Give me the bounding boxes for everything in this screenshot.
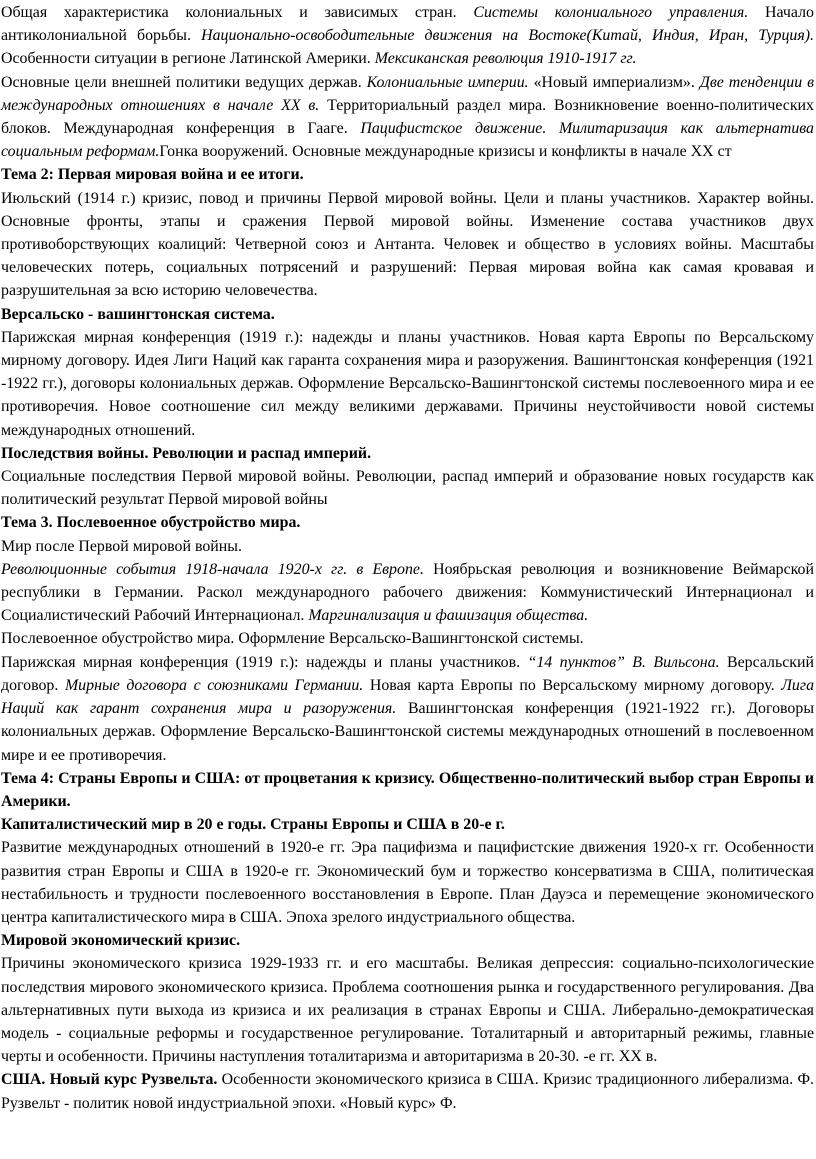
text-run: Основные цели внешней политики ведущих держав.	[1, 73, 367, 91]
italic-run: Национально-освободительные движения на Востоке(Китай, Индия, Иран, Турция).	[201, 27, 814, 45]
text-run: Социальные последствия Первой мировой войны. Революции, распад империй и образование новых государств как политический результат Первой мировой войны	[1, 468, 814, 509]
text-run: Тема 3. Послевоенное обустройство мира.	[1, 514, 301, 532]
paragraph	[1, 627, 814, 650]
italic-run: Пацифистское движение. Милитаризация как альтернатива социальным реформам.	[1, 120, 815, 161]
paragraph	[1, 326, 814, 442]
text-run: Общая характеристика колониальных и зависимых стран.	[1, 4, 474, 21]
paragraph	[1, 535, 814, 558]
italic-run: Системы колониального управления.	[473, 4, 749, 21]
section-heading	[1, 163, 814, 186]
paragraph	[1, 836, 814, 929]
paragraph	[1, 952, 814, 1068]
text-run: Июльский (1914 г.) кризис, повод и причины Первой мировой войны. Цели и планы участников. Характер войны. Основные фронты, этапы и сражения Первой мировой войны. Изменение состава участников двух противоборствующих коалиций: Четверной союз и Антанта. Человек и общество в условиях войны. Масштабы человеческих потерь, социальных потрясений и разрушений: Первая мировая война как самая кровавая и разрушительная за всю историю человечества.	[1, 189, 814, 300]
section-heading	[1, 813, 814, 836]
paragraph	[1, 1068, 814, 1114]
paragraph	[1, 651, 814, 767]
italic-run: Мексиканская революция 1910-1917 гг.	[374, 50, 637, 68]
section-heading	[1, 929, 814, 952]
paragraph	[1, 187, 814, 303]
paragraph	[1, 558, 814, 628]
italic-run: Мирные договора с союзниками Германии.	[64, 676, 364, 694]
text-run: Мировой экономический кризис.	[1, 932, 241, 950]
text-run: «Новый империализм».	[528, 73, 700, 91]
text-run: Ноябрьская революция и возникновение Веймарской республики в Германии. Раскол международного рабочего движения: Коммунистический Интернационал и Социалистический Рабочий Интернационал.	[1, 560, 814, 625]
text-run: Причины экономического кризиса 1929-1933 гг. и его масштабы. Великая депрессия: социально-психологические последствия мирового экономического кризиса. Проблема соотношения рынка и государственного регулирования. Два альтернативных пути выхода из кризиса и их реализация в странах Европы и США. Либерально-демократическая модель - социальные реформы и государственное регулирование. Тоталитарный и авторитарный режимы, главные черты и особенности. Причины наступления тоталитаризма и авторитаризма в 20-30. -е гг. XX в.	[1, 955, 814, 1066]
text-run: Капиталистический мир в 20 е годы. Страны Европы и США в 20-е г.	[1, 816, 505, 834]
text-run: Начало антиколониальной борьбы.	[1, 4, 814, 45]
section-heading	[1, 442, 814, 465]
italic-run: Лига Наций как гарант сохранения мира и разоружения.	[1, 676, 815, 718]
paragraph	[1, 1, 814, 71]
text-run: Развитие международных отношений в 1920-е гг. Эра пацифизма и пацифистские движения 1920-х гг. Особенности развития стран Европы и США в 1920-е гг. Экономический бум и торжество консерватизма в США, политическая нестабильность и трудности послевоенного восстановления в Европе. План Дауэса и перемещение экономического центра капиталистического мира в США. Эпоха зрелого индустриального общества.	[1, 839, 814, 926]
text-run: Тема 4: Страны Европы и США: от процветания к кризису. Общественно-политический выбор стран Европы и Америки.	[1, 769, 814, 810]
paragraph	[1, 465, 814, 511]
italic-run: Колониальные империи.	[366, 73, 529, 91]
text-run: Мир после Первой мировой войны.	[1, 537, 242, 555]
text-run: Вашингтонская конференция (1921-1922 гг.). Договоры колониальных держав. Оформление Версальско-Вашингтонской системы международных отношений в послевоенном мире и ее противоречия.	[1, 700, 814, 764]
text-run: Территориальный раздел мира. Возникновение военно-политических блоков. Международная конференция в Гааге.	[1, 96, 815, 138]
text-run: Новая карта Европы по Версальскому мирному договору.	[363, 676, 782, 694]
italic-run: Революционные события 1918-начала 1920-х гг. в Европе.	[1, 560, 424, 578]
section-heading	[1, 511, 814, 534]
text-run: Последствия войны. Революции и распад империй.	[1, 444, 372, 462]
text-run: Гонка вооружений. Основные международные кризисы и конфликты в начале XX ст	[159, 143, 732, 161]
text-run: Послевоенное обустройство мира. Оформление Версальско-Вашингтонской системы.	[1, 630, 584, 648]
italic-run: “14 пунктов” В. Вильсона.	[527, 653, 720, 671]
italic-run: Две тенденции в международных отношениях в начале XX в.	[1, 73, 814, 114]
text-run: Особенности ситуации в регионе Латинской Америки.	[1, 50, 375, 68]
text-run: Тема 2: Первая мировая война и ее итоги.	[1, 166, 304, 184]
text-run: Парижская мирная конференция (1919 г.): надежды и планы участников. Новая карта Европы по Версальскому мирному договору. Идея Лиги Наций как гаранта сохранения мира и разоружения. Вашингтонская конференция (1921 -1922 гг.), договоры колониальных держав. Оформление Версальско-Вашингтонской системы послевоенного мира и ее противоречия. Новое соотношение сил между великими державами. Причины неустойчивости новой системы международных отношений.	[1, 328, 814, 439]
text-run: Версальский договор.	[1, 653, 814, 694]
italic-run: Маргинализация и фашизация общества.	[308, 607, 589, 625]
text-run: Версальско - вашингтонская система.	[1, 305, 275, 323]
bold-run: США. Новый курс Рузвельта.	[1, 1071, 218, 1089]
paragraph	[1, 71, 814, 164]
section-heading	[1, 767, 814, 813]
section-heading	[1, 303, 814, 326]
text-run: Парижская мирная конференция (1919 г.): надежды и планы участников.	[1, 653, 528, 671]
text-run: Особенности экономического кризиса в США. Кризис традиционного либерализма. Ф. Рузвельт - политик новой индустриальной эпохи. «Новый курс» Ф.	[1, 1071, 814, 1112]
